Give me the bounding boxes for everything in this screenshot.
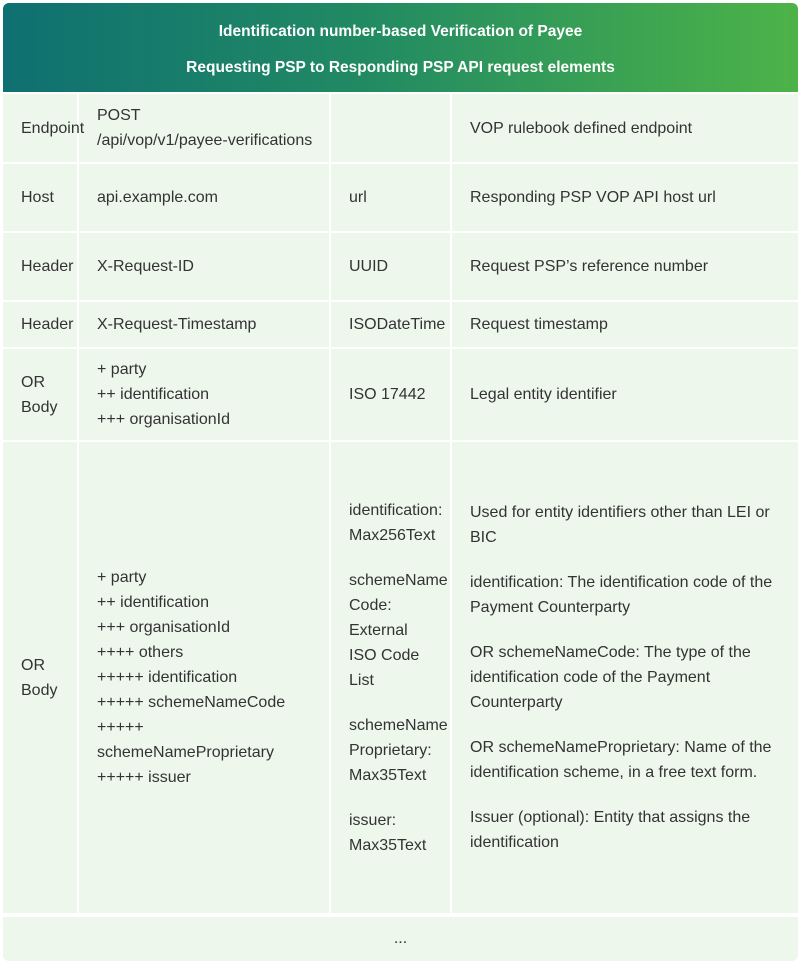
table-row [3,232,798,301]
description-cell-line: Request timestamp [470,316,608,333]
format-cell [330,348,451,441]
element-cell-line: +++++ identification [97,669,238,686]
format-cell-line: issuer: Max35Text [349,811,427,854]
element-cell-line: X-Request-Timestamp [97,316,257,333]
table-row [3,301,798,348]
format-cell [330,441,451,914]
description-cell [451,232,798,301]
element-cell-line: api.example.com [97,189,218,206]
description-cell [451,441,798,914]
element-cell-line: +++++ schemeNameProprietary [97,719,274,761]
type-cell: Header [3,301,78,348]
format-cell-line: schemeName Proprietary: Max35Text [349,716,448,784]
request-elements-table [3,92,798,915]
format-cell-line: identification: Max256Text [349,501,443,544]
format-cell-line: ISODateTime [349,316,446,333]
type-cell: OR Body [3,441,78,914]
element-cell [78,163,330,232]
table-row [3,441,798,914]
element-cell [78,348,330,441]
description-cell [451,301,798,348]
description-cell [451,93,798,163]
element-cell [78,301,330,348]
element-cell-line: ++++ others [97,644,184,661]
description-cell [451,348,798,441]
element-cell-line: + party [97,361,147,378]
description-cell-line: Legal entity identifier [470,386,617,403]
table-row [3,93,798,163]
element-cell-line: +++++ schemeNameCode [97,694,286,711]
element-cell [78,441,330,914]
description-cell-line: Responding PSP VOP API host url [470,189,716,206]
table-row [3,163,798,232]
type-cell: Endpoint [3,93,78,163]
type-cell: Host [3,163,78,232]
description-cell [451,163,798,232]
element-cell-line: /api/vop/v1/payee-verifications [97,132,313,149]
type-cell: OR Body [3,348,78,441]
element-cell-line: ++ identification [97,594,210,611]
element-cell-line: +++ organisationId [97,411,230,428]
format-cell [330,93,451,163]
format-cell [330,301,451,348]
format-cell-line: url [349,189,367,206]
format-cell-line: UUID [349,258,389,275]
element-cell [78,232,330,301]
element-cell [78,93,330,163]
description-cell-line: OR schemeNameProprietary: Name of the identification scheme, in a free text form. [470,739,772,781]
description-cell-line: Used for entity identifiers other than LEI or BIC [470,504,770,546]
element-cell-line: +++ organisationId [97,619,230,636]
description-cell-line: Request PSP’s reference number [470,258,709,275]
element-cell-line: ++ identification [97,386,210,403]
element-cell-line: X-Request-ID [97,258,194,275]
description-cell-line: OR schemeNameCode: The type of the identification code of the Payment Counterparty [470,644,751,711]
format-cell-line: ISO 17442 [349,386,426,403]
description-cell-line: Issuer (optional): Entity that assigns the identification [470,809,751,851]
format-cell [330,163,451,232]
table-row [3,348,798,441]
element-cell-line: +++++ issuer [97,769,191,786]
verification-table-card [3,3,798,961]
element-cell-line: + party [97,569,147,586]
type-cell: Header [3,232,78,301]
table-footer-ellipsis: ... [3,915,798,961]
element-cell-line: POST [97,107,141,124]
format-cell-line: schemeName Code: External ISO Code List [349,571,448,689]
description-cell-line: VOP rulebook defined endpoint [470,119,693,137]
format-cell [330,232,451,301]
table-header [3,3,798,92]
description-cell-line: identification: The identification code of the Payment Counterparty [470,574,773,616]
table-title: Identification number-based Verification of Payee [218,23,583,40]
table-subtitle: Requesting PSP to Responding PSP API request elements [186,59,615,76]
